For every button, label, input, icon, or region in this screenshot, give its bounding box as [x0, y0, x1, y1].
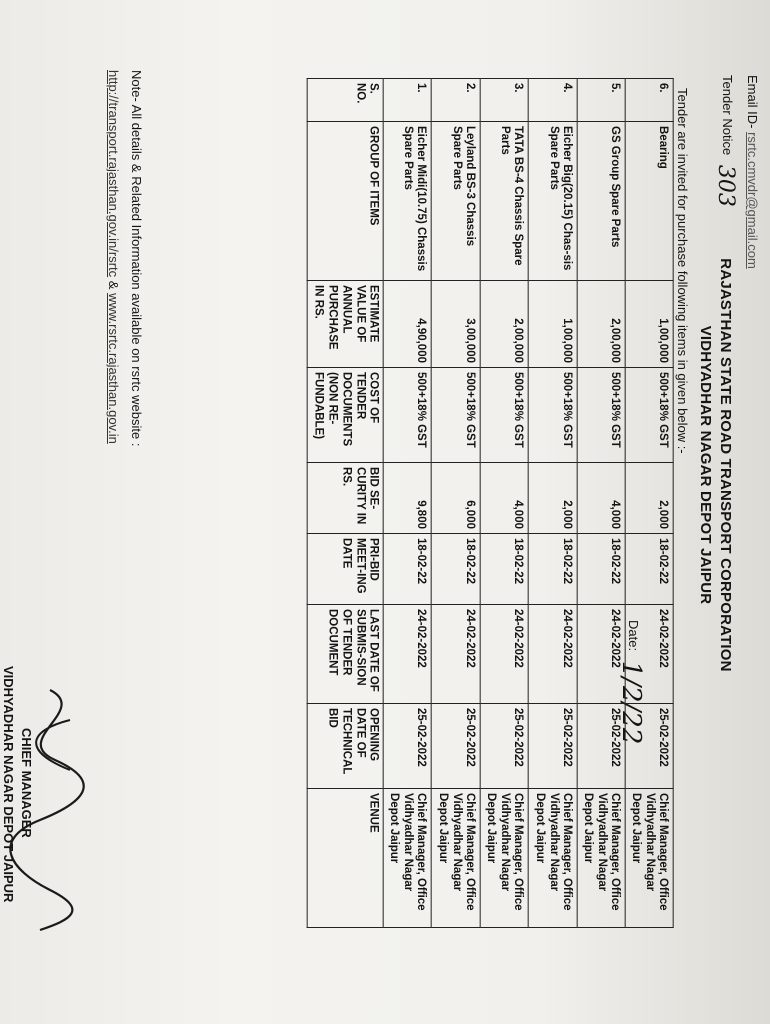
cell-prebid: 18-02-22 — [480, 534, 528, 605]
col-estimate: ESTIMATE VALUE OF ANNUAL PURCHASE IN RS. — [307, 281, 383, 368]
tender-table — [307, 78, 674, 928]
cell-venue: Chief Manager, Office Vidhyadhar Nagar Depot Jaipur — [528, 789, 576, 928]
col-cost: COST OF TENDER DOCUMENTS (NON RE-FUNDABLE) — [307, 368, 383, 463]
col-prebid: PRI-BID MEET-ING DATE — [307, 534, 383, 605]
col-lastdate: LAST DATE OF SUBMIS-SION OF TENDER DOCUMENT — [307, 605, 383, 704]
col-opening: OPENING DATE OF TECHNICAL BID — [307, 704, 383, 789]
cell-security: 2,000 — [625, 463, 673, 534]
header-line-2: VIDHYADHAR NAGAR DEPOT JAIPUR — [697, 325, 714, 605]
cell-sno: 3. — [480, 79, 528, 122]
signatory-office: VIDHYADHAR NAGAR DEPOT JAIPUR — [1, 666, 16, 903]
cell-opening: 25-02-2022 — [577, 704, 625, 789]
signature-mark — [0, 680, 110, 940]
tender-notice — [713, 75, 742, 207]
cell-opening: 25-02-2022 — [383, 704, 431, 789]
col-group: GROUP OF ITEMS — [307, 122, 383, 281]
cell-sno: 1. — [383, 79, 431, 122]
cell-opening: 25-02-2022 — [528, 704, 576, 789]
cell-estimate: 3,00,000 — [432, 281, 480, 368]
cell-cost: 500+18% GST — [625, 368, 673, 463]
cell-group: Eicher Big(20.15) Chas-sis Spare Parts — [528, 122, 576, 281]
cell-venue: Chief Manager, Office Vidhyadhar Nagar Depot Jaipur — [480, 789, 528, 928]
cell-estimate: 2,00,000 — [577, 281, 625, 368]
cell-security: 2,000 — [528, 463, 576, 534]
cell-prebid: 18-02-22 — [577, 534, 625, 605]
cell-security: 9,800 — [383, 463, 431, 534]
cell-cost: 500+18% GST — [577, 368, 625, 463]
date-label: Date: — [626, 620, 641, 652]
cell-group: GS Group Spare Parts — [577, 122, 625, 281]
cell-lastdate: 24-02-2022 — [625, 605, 673, 704]
cell-cost: 500+18% GST — [528, 368, 576, 463]
cell-group: TATA BS-4 Chassis Spare Parts — [480, 122, 528, 281]
cell-lastdate: 24-02-2022 — [383, 605, 431, 704]
cell-cost: 500+18% GST — [432, 368, 480, 463]
cell-estimate: 1,00,000 — [625, 281, 673, 368]
cell-venue: Chief Manager, Office Vidhyadhar Nagar Depot Jaipur — [432, 789, 480, 928]
cell-venue: Chief Manager, Office Vidhyadhar Nagar Depot Jaipur — [383, 789, 431, 928]
tender-label: Tender Notice — [720, 75, 735, 156]
note-text: Note- All details & Related Information available on rsrtc website : — [129, 70, 144, 447]
email-label: Email ID- — [745, 75, 760, 129]
cell-venue: Chief Manager, Office Vidhyadhar Nagar Depot Jaipur — [577, 789, 625, 928]
intro-text: Tender are invited for purchase following items in given below :- — [675, 88, 690, 454]
table-row — [577, 79, 625, 928]
cell-lastdate: 24-02-2022 — [577, 605, 625, 704]
cell-security: 4,000 — [577, 463, 625, 534]
table-row — [383, 79, 431, 928]
cell-sno: 2. — [432, 79, 480, 122]
date-value: 1/2/22 — [616, 660, 646, 745]
cell-prebid: 18-02-22 — [625, 534, 673, 605]
cell-venue: Chief Manager, Office Vidhyadhar Nagar Depot Jaipur — [625, 789, 673, 928]
cell-sno: 6. — [625, 79, 673, 122]
cell-prebid: 18-02-22 — [528, 534, 576, 605]
cell-prebid: 18-02-22 — [432, 534, 480, 605]
note-line — [106, 70, 144, 446]
cell-group: Leyland BS-3 Chassis Spare Parts — [432, 122, 480, 281]
col-security: BID SE-CURITY IN RS. — [307, 463, 383, 534]
note-ampersand: & — [106, 280, 121, 290]
cell-group: Eicher Midi(10.75) Chassis Spare Parts — [383, 122, 431, 281]
cell-cost: 500+18% GST — [480, 368, 528, 463]
col-venue: VENUE — [307, 789, 383, 928]
cell-estimate: 1,00,000 — [528, 281, 576, 368]
table-row — [528, 79, 576, 928]
header-line-1: RAJASTHAN STATE ROAD TRANSPORT CORPORATION — [717, 258, 734, 672]
tender-number: 303 — [713, 164, 738, 207]
col-sno: S. NO. — [307, 79, 383, 122]
cell-lastdate: 24-02-2022 — [432, 605, 480, 704]
email-line — [745, 75, 760, 269]
cell-lastdate: 24-02-2022 — [528, 605, 576, 704]
cell-security: 4,000 — [480, 463, 528, 534]
cell-opening: 25-02-2022 — [625, 704, 673, 789]
cell-estimate: 4,90,000 — [383, 281, 431, 368]
cell-estimate: 2,00,000 — [480, 281, 528, 368]
note-link-transport[interactable]: http://transport.rajasthan.gov.in/rsrtc — [106, 70, 121, 278]
table-row — [625, 79, 673, 928]
email-address[interactable]: rsrtc.cmvdr@gmail.com — [745, 132, 760, 269]
cell-sno: 5. — [577, 79, 625, 122]
cell-security: 6,000 — [432, 463, 480, 534]
table-header-row — [307, 79, 383, 928]
cell-group: Bearing — [625, 122, 673, 281]
cell-sno: 4. — [528, 79, 576, 122]
cell-cost: 500+18% GST — [383, 368, 431, 463]
table-row — [480, 79, 528, 928]
cell-lastdate: 24-02-2022 — [480, 605, 528, 704]
cell-prebid: 18-02-22 — [383, 534, 431, 605]
signatory-title: CHIEF MANAGER — [19, 728, 34, 838]
table-row — [432, 79, 480, 928]
cell-opening: 25-02-2022 — [480, 704, 528, 789]
cell-opening: 25-02-2022 — [432, 704, 480, 789]
note-link-rsrtc[interactable]: www.rsrtc.rajasthan.gov.in — [106, 293, 121, 444]
